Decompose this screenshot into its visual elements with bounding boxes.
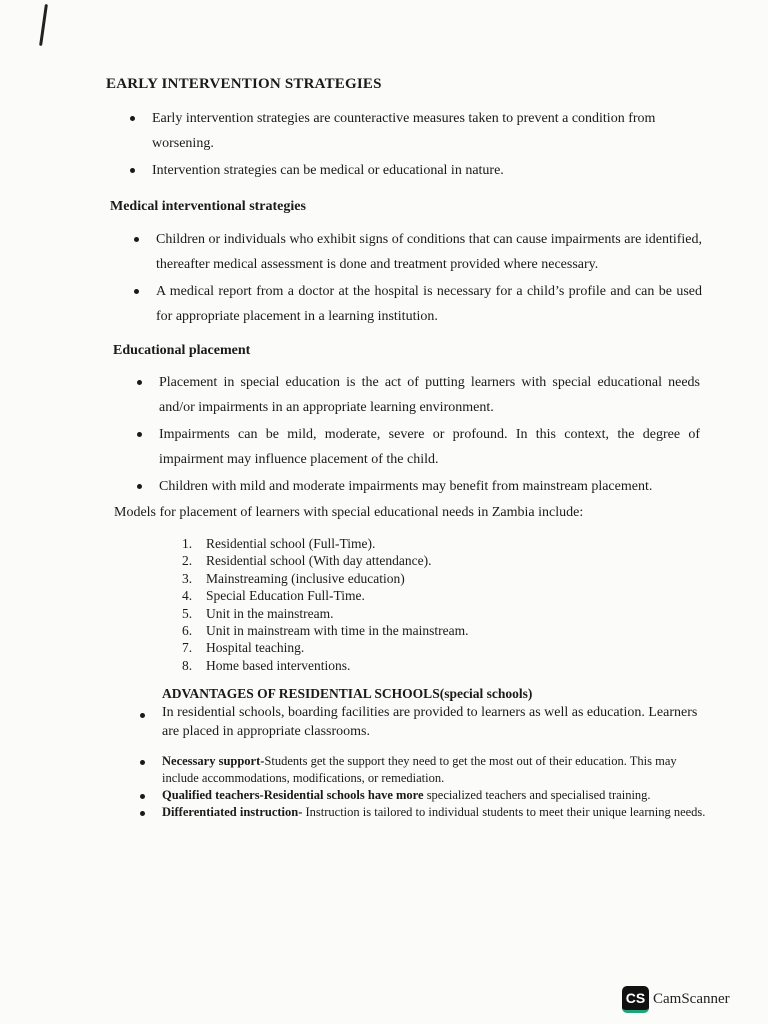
model-item bbox=[182, 570, 468, 587]
model-item bbox=[182, 622, 468, 639]
educational-bullet-list bbox=[135, 370, 700, 499]
model-text: Hospital teaching. bbox=[206, 640, 305, 656]
model-text: Special Education Full-Time. bbox=[206, 588, 365, 604]
intro-bullet: Early intervention strategies are counteractive measures taken to prevent a condition from worsening. bbox=[128, 106, 708, 156]
advantage-bullet: In residential schools, boarding facilities are provided to learners as well as education. Learners are placed in appropriate classrooms. bbox=[138, 703, 703, 741]
advantage-bullet bbox=[138, 753, 708, 787]
educational-bullet: Impairments can be mild, moderate, severe or profound. In this context, the degree of impairment may influence placement of the child. bbox=[135, 422, 700, 472]
model-item bbox=[182, 587, 468, 604]
model-number: 5. bbox=[182, 605, 193, 621]
model-item bbox=[182, 552, 468, 569]
models-intro: Models for placement of learners with special educational needs in Zambia include: bbox=[114, 505, 584, 520]
intro-bullet-list bbox=[128, 106, 708, 183]
model-text: Unit in the mainstream. bbox=[206, 605, 334, 621]
models-list bbox=[182, 535, 468, 674]
advantage-term: Qualified teachers-Residential schools have more bbox=[162, 788, 424, 802]
medical-bullet-list bbox=[132, 227, 702, 329]
educational-bullet: Placement in special education is the act of putting learners with special educational needs and/or impairments in an appropriate learning environment. bbox=[135, 370, 700, 420]
advantage-text: specialized teachers and specialised training. bbox=[423, 788, 651, 802]
advantages-first-list bbox=[138, 703, 703, 741]
camscanner-logo-icon: CS bbox=[622, 986, 649, 1013]
model-text: Residential school (Full-Time). bbox=[206, 536, 376, 551]
model-number: 3. bbox=[182, 570, 193, 586]
page-title: EARLY INTERVENTION STRATEGIES bbox=[106, 76, 382, 92]
educational-heading: Educational placement bbox=[113, 343, 251, 358]
advantages-list bbox=[138, 753, 708, 821]
camscanner-watermark bbox=[622, 986, 730, 1013]
model-text: Home based interventions. bbox=[206, 657, 351, 673]
intro-bullet: Intervention strategies can be medical or educational in nature. bbox=[128, 158, 708, 183]
model-number: 1. bbox=[182, 536, 193, 551]
advantages-heading: ADVANTAGES OF RESIDENTIAL SCHOOLS(special schools) bbox=[162, 686, 533, 701]
model-number: 2. bbox=[182, 553, 193, 569]
model-number: 4. bbox=[182, 588, 193, 604]
advantage-bullet bbox=[138, 804, 708, 821]
model-item bbox=[182, 535, 468, 552]
model-text: Residential school (With day attendance). bbox=[206, 553, 432, 569]
educational-bullet: Children with mild and moderate impairments may benefit from mainstream placement. bbox=[135, 474, 700, 499]
camscanner-label: CamScanner bbox=[653, 991, 730, 1007]
model-text: Mainstreaming (inclusive education) bbox=[206, 570, 405, 586]
advantage-text: Instruction is tailored to individual students to meet their unique learning needs. bbox=[302, 805, 706, 819]
advantage-text: Students get the support they need to get the most out of their education. This may include accommodations, modifications, or remediation. bbox=[162, 754, 677, 785]
medical-heading: Medical interventional strategies bbox=[110, 199, 306, 214]
advantage-term: Necessary support- bbox=[162, 754, 265, 768]
model-item bbox=[182, 605, 468, 622]
advantage-term: Differentiated instruction- bbox=[162, 805, 303, 819]
pen-stroke-mark bbox=[39, 4, 48, 46]
model-item bbox=[182, 657, 468, 674]
medical-bullet: Children or individuals who exhibit signs of conditions that can cause impairments are identified, thereafter medical assessment is done and treatment provided where necessary. bbox=[132, 227, 702, 277]
medical-bullet: A medical report from a doctor at the hospital is necessary for a child’s profile and can be used for appropriate placement in a learning institution. bbox=[132, 279, 702, 329]
model-number: 6. bbox=[182, 623, 193, 639]
model-number: 7. bbox=[182, 640, 193, 656]
model-item bbox=[182, 639, 468, 656]
model-number: 8. bbox=[182, 657, 193, 673]
model-text: Unit in mainstream with time in the mainstream. bbox=[206, 623, 469, 639]
advantage-bullet bbox=[138, 787, 708, 804]
